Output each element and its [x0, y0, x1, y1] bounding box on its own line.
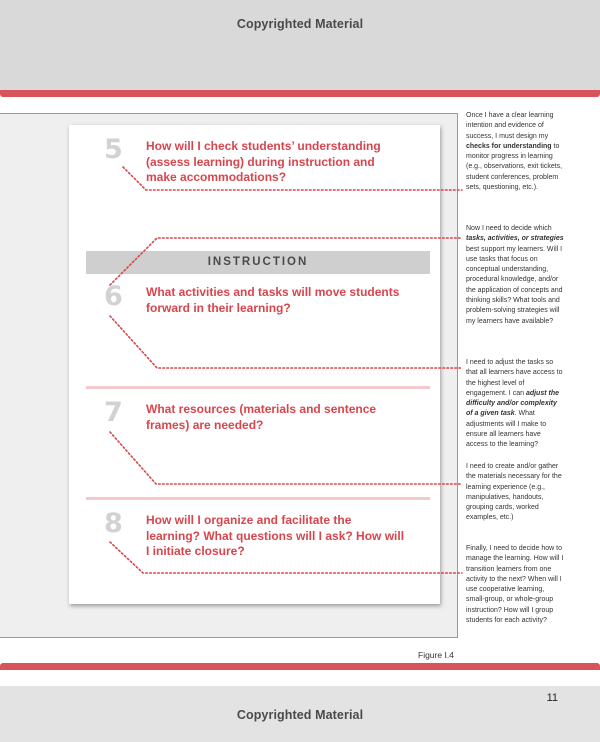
note-materials: I need to create and/or gather the materials necessary for the learning experience (e.g., manipulatives, handouts, grouping cards, worked examples, etc.)	[466, 463, 562, 522]
note-manage-learning: Finally, I need to decide how to manage the learning. How will I transition learners from one activity to the next? When will I use cooperative learning, small-group, or whole-group instruction? How will I group students for each activity?	[466, 545, 564, 625]
note-adjust-difficulty: I need to adjust the tasks so that all learners have access to the highest level of engagement. I can adjust the difficulty and/or complexity of a given task. What adjustments will I make to ensure all learners have access to the learning?	[466, 359, 563, 449]
figure-caption: Figure I.4	[418, 650, 454, 660]
step-question-5: How will I check students’ understanding (assess learning) during instruction and make accommodations?	[146, 139, 381, 184]
step-number-6: 6	[104, 281, 123, 312]
note-checks-for-understanding: Once I have a clear learning intention and evidence of success, I must design my checks for understanding to monitor progress in learning (e.g., observations, exit tickets, student conferences, problem sets, questioning, etc.).	[466, 112, 563, 192]
page-number: 11	[546, 692, 558, 704]
note-tasks-activities: Now I need to decide which tasks, activities, or strategies best support my learners. Will I use tasks that focus on conceptual understanding, procedural knowledge, and/or the application of concepts and thinking skills? What tools and problem-solving strategies will my learners have available?	[466, 225, 564, 325]
instruction-section-header: INSTRUCTION	[86, 251, 430, 274]
top-band	[0, 0, 600, 92]
step-question-8: How will I organize and facilitate the learning? What questions will I ask? How will I initiate closure?	[146, 513, 405, 558]
step-question-7: What resources (materials and sentence frames) are needed?	[146, 402, 377, 432]
step-number-8: 8	[104, 508, 123, 539]
step-number-7: 7	[104, 397, 123, 428]
red-stripe-bottom	[0, 663, 600, 670]
divider-line	[86, 497, 430, 500]
step-question-6: What activities and tasks will move students forward in their learning?	[146, 285, 400, 315]
red-stripe-top	[0, 90, 600, 97]
copyright-header: Copyrighted Material	[236, 17, 364, 31]
divider-line	[86, 386, 430, 389]
copyright-footer: Copyrighted Material	[236, 708, 364, 722]
step-number-5: 5	[104, 134, 123, 165]
